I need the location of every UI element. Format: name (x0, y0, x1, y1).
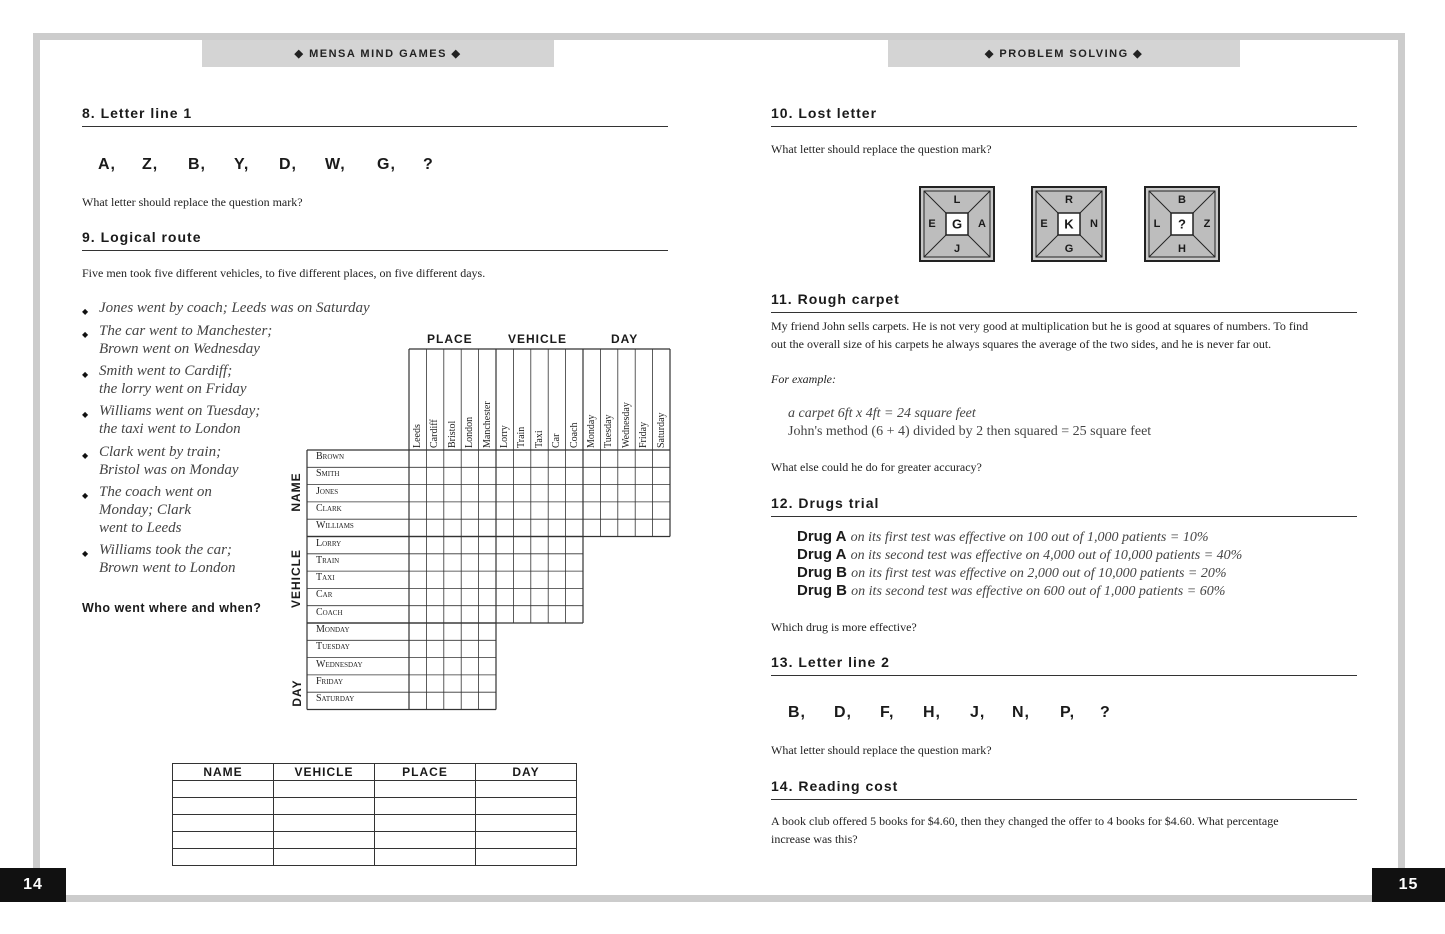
letter-box (1031, 186, 1107, 262)
letter-box-top: L (953, 194, 961, 206)
q13-letter-sequence (788, 704, 1111, 722)
q9-prompt: Who went where and when? (82, 601, 262, 615)
q8-number: 8. (82, 105, 96, 121)
answer-cell[interactable] (173, 815, 274, 832)
q10-question: What letter should replace the question mark? (771, 142, 992, 156)
grid-column-label: Tuesday (603, 414, 615, 448)
q13-letter: H, (923, 704, 941, 721)
letter-box-right: A (978, 218, 986, 230)
answer-cell[interactable] (476, 815, 577, 832)
grid-column-label: Train (516, 426, 528, 448)
answer-col-name: NAME (173, 764, 274, 781)
q14-number: 14. (771, 778, 794, 794)
answer-table-header-row (173, 764, 577, 781)
grid-column-label: Wednesday (620, 402, 632, 448)
page-number-left: 14 (0, 868, 66, 902)
q14-title: Reading cost (798, 778, 899, 794)
answer-col-day: DAY (476, 764, 577, 781)
letter-box-bottom: H (1178, 243, 1186, 255)
q10-number: 10. (771, 105, 794, 121)
q9-clue: ◆ Williams went on Tuesday; the taxi went to London (82, 403, 261, 437)
answer-cell[interactable] (375, 781, 476, 798)
grid-column-label: Coach (568, 422, 580, 448)
answer-col-vehicle: VEHICLE (274, 764, 375, 781)
q9-clue: ◆ Clark went by train; Bristol was on Monday (82, 444, 239, 478)
letter-box-left: E (928, 218, 936, 230)
grid-row-label: Tuesday (316, 641, 350, 653)
page-number-right: 15 (1372, 868, 1445, 902)
answer-cell[interactable] (476, 798, 577, 815)
q12-line: Drug A on its second test was effective on 4,000 out of 10,000 patients = 40% (797, 546, 1243, 563)
q13-letter: J, (970, 704, 986, 721)
grid-column-label: London (464, 416, 476, 448)
answer-cell[interactable] (476, 849, 577, 866)
answer-cell[interactable] (476, 781, 577, 798)
q9-clue: ◆ Smith went to Cardiff; the lorry went on Friday (82, 363, 247, 397)
q8-question: What letter should replace the question mark? (82, 195, 303, 209)
q11-heading (771, 291, 1357, 313)
q9-number: 9. (82, 229, 96, 245)
grid-row-label: Lorry (316, 537, 342, 549)
q8-letter: Y, (234, 156, 250, 173)
letter-box (919, 186, 995, 262)
letter-box-bottom: J (953, 243, 961, 255)
grid-group-label-place: PLACE (427, 332, 473, 346)
letter-box (1144, 186, 1220, 262)
q13-question: What letter should replace the question mark? (771, 743, 992, 757)
grid-row-label: Car (316, 589, 333, 601)
grid-row-label: Coach (316, 606, 343, 618)
grid-column-label: Manchester (481, 401, 493, 448)
answer-cell[interactable] (274, 798, 375, 815)
q14-text-line1: A book club offered 5 books for $4.60, then they changed the offer to 4 books for $4.60. What percentage (771, 814, 1279, 828)
diamond-bullet-icon: ◆ (82, 491, 89, 500)
diamond-bullet-icon: ◆ (82, 307, 89, 316)
q8-letter: ? (423, 156, 434, 173)
q8-title: Letter line 1 (100, 105, 193, 121)
answer-cell[interactable] (375, 849, 476, 866)
q11-example-line2: John's method (6 + 4) divided by 2 then squared = 25 square feet (788, 424, 1152, 439)
letter-box-bottom: G (1064, 243, 1074, 255)
grid-group-label-day: DAY (611, 332, 639, 346)
answer-cell[interactable] (274, 832, 375, 849)
grid-column-label: Saturday (655, 412, 667, 448)
q8-letter: G, (377, 156, 396, 173)
q13-letter: D, (834, 704, 852, 721)
answer-cell[interactable] (173, 781, 274, 798)
q11-title: Rough carpet (797, 291, 900, 307)
grid-column-label: Leeds (412, 424, 423, 448)
grid-row-group-label-vehicle: VEHICLE (289, 548, 303, 608)
letter-box-right: Z (1203, 218, 1211, 230)
q13-letter: B, (788, 704, 806, 721)
q11-number: 11. (771, 291, 793, 307)
letter-box-right: N (1090, 218, 1098, 230)
grid-row-label: Friday (316, 675, 344, 687)
answer-cell[interactable] (274, 815, 375, 832)
q12-heading (771, 495, 1357, 517)
answer-cell[interactable] (375, 815, 476, 832)
q12-line: Drug B on its first test was effective on 2,000 out of 10,000 patients = 20% (797, 564, 1227, 581)
q13-heading (771, 654, 1357, 676)
q11-example-line1: a carpet 6ft x 4ft = 24 square feet (788, 406, 976, 421)
grid-column-label: Cardiff (429, 419, 441, 448)
q9-clue: ◆ Jones went by coach; Leeds was on Saturday (82, 299, 370, 317)
q11-question: What else could he do for greater accuracy? (771, 460, 982, 474)
grid-row-label: Smith (316, 468, 340, 480)
q12-question: Which drug is more effective? (771, 620, 917, 634)
q8-letter: D, (279, 156, 297, 173)
diamond-bullet-icon: ◆ (82, 451, 89, 460)
answer-cell[interactable] (173, 798, 274, 815)
q9-clue: ◆ The coach went on Monday; Clark went to Leeds (82, 484, 212, 536)
diamond-bullet-icon: ◆ (82, 370, 89, 379)
q13-number: 13. (771, 654, 794, 670)
grid-column-label: Bristol (446, 420, 458, 448)
q8-letter: A, (98, 156, 116, 173)
q13-letter: ? (1100, 704, 1111, 721)
answer-table-row[interactable] (173, 781, 577, 798)
grid-row-label: Train (316, 554, 340, 566)
answer-table-row[interactable] (173, 798, 577, 815)
q14-heading (771, 778, 1357, 800)
grid-row-label: Clark (316, 502, 342, 514)
q10-title: Lost letter (798, 105, 878, 121)
letter-box-top: R (1065, 194, 1073, 206)
q8-letter: Z, (142, 156, 159, 173)
grid-row-label: Saturday (316, 693, 355, 705)
q13-letter: P, (1060, 704, 1076, 721)
answer-cell[interactable] (375, 798, 476, 815)
grid-row-label: Wednesday (316, 658, 363, 670)
q13-letter: F, (880, 704, 895, 721)
answer-cell[interactable] (375, 832, 476, 849)
letter-box-center: G (951, 216, 963, 232)
q8-letter: B, (188, 156, 206, 173)
grid-group-label-vehicle: VEHICLE (508, 332, 568, 346)
header-tab-left: ◆ MENSA MIND GAMES ◆ (202, 40, 554, 67)
grid-row-label: Taxi (316, 572, 335, 584)
q8-letter: W, (325, 156, 346, 173)
letter-box-center: K (1064, 216, 1074, 232)
answer-cell[interactable] (173, 832, 274, 849)
grid-row-label: Monday (316, 624, 350, 635)
answer-table-row[interactable] (173, 832, 577, 849)
grid-column-label: Friday (638, 421, 650, 448)
answer-cell[interactable] (173, 849, 274, 866)
grid-row-label: Brown (316, 451, 345, 462)
q9-title: Logical route (100, 229, 202, 245)
q9-clue: ◆ Williams took the car; Brown went to London (82, 542, 236, 576)
answer-col-place: PLACE (375, 764, 476, 781)
letter-box-left: L (1153, 218, 1161, 230)
q12-number: 12. (771, 495, 794, 511)
q11-text-line2: out the overall size of his carpets he always squares the average of the two sides, and he is never far out. (771, 337, 1272, 351)
letter-box-left: E (1040, 218, 1048, 230)
q12-line: Drug A on its first test was effective on 100 out of 1,000 patients = 10% (797, 528, 1209, 545)
answer-cell[interactable] (476, 832, 577, 849)
q11-example-label: For example: (771, 372, 836, 386)
grid-row-label: Williams (316, 520, 354, 532)
letter-box-top: B (1178, 194, 1186, 206)
q12-title: Drugs trial (798, 495, 880, 511)
grid-row-group-label-day: DAY (290, 679, 304, 707)
letter-box-center: ? (1178, 216, 1186, 232)
q13-title: Letter line 2 (798, 654, 890, 670)
grid-column-label: Monday (586, 414, 597, 448)
grid-column-label: Taxi (533, 430, 545, 448)
answer-cell[interactable] (274, 781, 375, 798)
grid-column-label: Car (551, 433, 563, 448)
answer-table-row[interactable] (173, 815, 577, 832)
diamond-bullet-icon: ◆ (82, 549, 89, 558)
q13-letter: N, (1012, 704, 1030, 721)
q12-line: Drug B on its second test was effective on 600 out of 1,000 patients = 60% (797, 582, 1226, 599)
q11-text-line1: My friend John sells carpets. He is not very good at multiplication but he is good at squares of numbers. To find (771, 319, 1309, 333)
q10-heading (771, 105, 1357, 127)
q14-text-line2: increase was this? (771, 832, 858, 846)
answer-table (172, 763, 577, 866)
q9-clue: ◆ The car went to Manchester; Brown went on Wednesday (82, 323, 273, 357)
answer-table-row[interactable] (173, 849, 577, 866)
diamond-bullet-icon: ◆ (82, 330, 89, 339)
answer-cell[interactable] (274, 849, 375, 866)
diamond-bullet-icon: ◆ (82, 410, 89, 419)
grid-row-group-label-name: NAME (289, 472, 303, 512)
grid-column-label: Lorry (499, 425, 510, 448)
grid-row-label: Jones (316, 485, 339, 497)
q9-intro: Five men took five different vehicles, to five different places, on five different days. (82, 266, 486, 280)
header-tab-right: ◆ PROBLEM SOLVING ◆ (888, 40, 1240, 67)
